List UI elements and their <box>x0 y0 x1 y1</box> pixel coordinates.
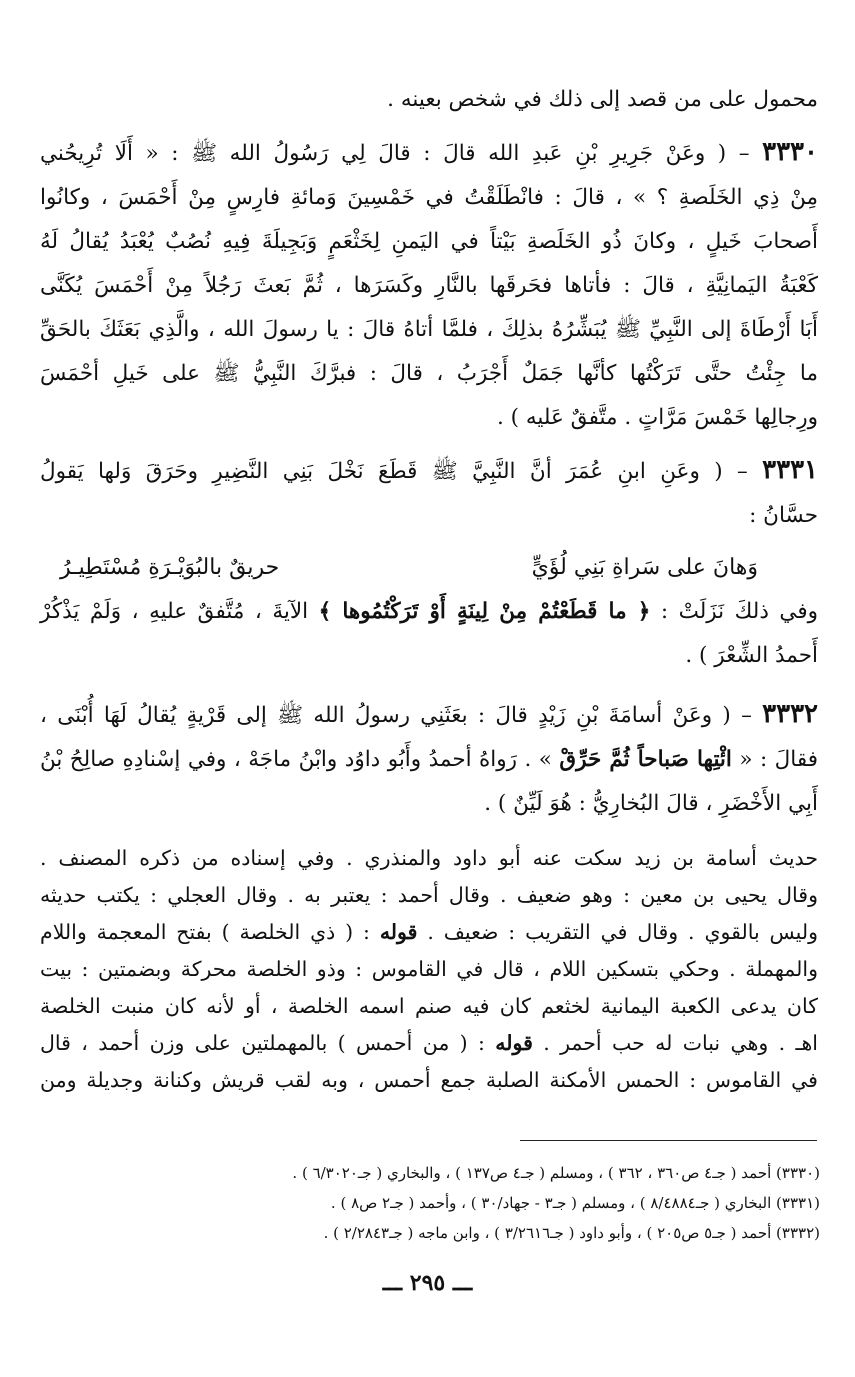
hadith-3332 <box>40 692 818 826</box>
hadith-3332-line-2: فقالَ : « ائْتِها صَباحاً ثُمَّ حَرِّقْ » . رَواهُ أحمدُ وأَبُو داوُد وابْنُ ماجَهْ ، وفي إسْنادِهِ صالِحُ بْنُ <box>40 747 818 772</box>
hadith-3330-line-1: ٣٣٣٠ – ( وعَنْ جَرِيرِ بْنِ عَبدِ الله قالَ : قالَ لِي رَسُولُ الله ﷺ : « أَلَا تُرِيحُني <box>40 137 818 167</box>
hadith-3332-line-1: ٣٣٣٢ – ( وعَنْ أسامَةَ بْنِ زَيْدٍ قالَ : بعَثَنِي رسولُ الله ﷺ إلى قَرْيةٍ يُقالُ لَهَا أُبْنَى ، <box>40 699 818 729</box>
hadith-3330-line-7: ورِجالِها خَمْسَ مَرَّاتٍ . متَّفقٌ عَليه ) . <box>496 405 818 430</box>
hadith-number: ٣٣٣٠ <box>762 137 818 167</box>
poem-hemistich-right: وَهانَ على سَراةِ بَنِي لُؤَيٍّ <box>531 555 758 580</box>
hadith-3331 <box>40 448 818 678</box>
quran-quote: ﴿ ما قَطَعْتُمْ مِنْ لِينَةٍ أَوْ تَرَكْتُمُوها ﴾ <box>318 599 651 624</box>
hadith-number: ٣٣٣٢ <box>762 699 818 729</box>
hadith-3331-line-4: أَحمدُ الشِّعْرَ ) . <box>685 643 818 668</box>
page-number: ـــ ٢٩٥ ـــ <box>382 1270 473 1296</box>
footnotes <box>115 1158 820 1248</box>
hadith-3330-line-5: أَبَا أَرْطَاةَ إلى النَّبِيِّ ﷺ يُبَشِّرُهُ بذلِكَ ، فلمَّا أتاهُ قالَ : يا رسولَ الله ، والَّذِي بَعَثَكَ بالحَقِّ <box>40 317 818 342</box>
intro-line: محمول على من قصد إلى ذلك في شخص بعينه . <box>387 87 818 112</box>
hadith-3331-line-2: حسَّانُ : <box>749 503 818 528</box>
page-body <box>40 78 818 1099</box>
prophet-quote: ائْتِها صَباحاً ثُمَّ حَرِّقْ <box>559 747 732 772</box>
hadith-3330-line-3: أَصحابَ خَيلٍ ، وكانَ ذُو الخَلَصةِ بَيْتاً في اليَمنِ لِخَثْعَمٍ وَبَجِيلَةَ فِيهِ نُصُبٌ يُعْبَدُ يُقالُ لَهُ <box>40 229 818 254</box>
hadith-3330-line-2: مِنْ ذِي الخَلَصةِ ؟ » ، قالَ : فانْطَلَقْتُ في خَمْسِينَ وَمائةِ فارِسٍ مِنْ أَحْمَسَ ، وكانُوا <box>40 185 818 210</box>
poem-hemistich-left: حريقٌ بالبُوَيْـرَةِ مُسْتَطِيـرُ <box>60 555 280 580</box>
commentary-line-7: في القاموس : الحمس الأمكنة الصلبة جمع أحمس ، وبه لقب قريش وكنانة وجديلة ومن <box>40 1068 818 1092</box>
hadith-3332-line-3: أَبِي الأَخْضَرِ ، قالَ البُخارِيُّ : هُوَ لَيِّنٌ ) . <box>484 791 818 816</box>
commentary-line-3: وليس بالقوي . وقال في التقريب : ضعيف . قوله : ( ذي الخلصة ) بفتح المعجمة واللام <box>40 920 818 944</box>
footnote-3330: (٣٣٣٠) أحمد ( جـ٤ ص٣٦٠ ، ٣٦٢ ) ، ومسلم ( جـ٤ ص١٣٧ ) ، والبخاري ( جـ٦/٣٠٢٠ ) . <box>292 1164 820 1182</box>
footnote-3331: (٣٣٣١) البخاري ( جـ٨/٤٨٨٤ ) ، ومسلم ( جـ٣ - جهاد/٣٠ ) ، وأحمد ( جـ٢ ص٨ ) . <box>330 1194 820 1212</box>
commentary-line-4: والمهملة . وحكي بتسكين اللام ، قال في القاموس : وذو الخلصة محركة وبضمتين : بيت <box>40 957 818 981</box>
footnote-3332: (٣٣٣٢) أحمد ( جـ٥ ص٢٠٥ ) ، وأبو داود ( جـ٣/٢٦١٦ ) ، وابن ماجه ( جـ٢/٢٨٤٣ ) . <box>323 1224 820 1242</box>
hadith-3331-line-1: ٣٣٣١ – ( وعَنِ ابنِ عُمَرَ أنَّ النَّبِيَّ ﷺ قَطَعَ نَخْلَ بَنِي النَّضِيرِ وحَرَقَ وَلها يَقولُ <box>40 455 818 485</box>
commentary <box>40 840 818 1099</box>
commentary-line-5: كان يدعى الكعبة اليمانية لخثعم كان فيه صنم اسمه الخلصة ، أو لأنه كان منبت الخلصة <box>40 994 818 1018</box>
footnote-divider <box>520 1140 817 1141</box>
commentary-line-1: حديث أسامة بن زيد سكت عنه أبو داود والمنذري . وفي إسناده من ذكره المصنف . <box>40 846 818 870</box>
hadith-3330-line-6: ما جِئْتُ حتَّى تَرَكْتُها كأنَّها جَمَلٌ أَجْرَبُ ، قالَ : فبرَّكَ النَّبِيُّ ﷺ على خَيلِ أحْمَسَ <box>40 361 818 386</box>
hadith-3330 <box>40 130 818 440</box>
hadith-3331-line-3: وفي ذلكَ نَزَلَتْ : ﴿ ما قَطَعْتُمْ مِنْ لِينَةٍ أَوْ تَرَكْتُمُوها ﴾ الآيةَ ، مُتَّفقٌ عليهِ ، وَلَمْ يَذْكُرْ <box>40 599 818 624</box>
hadith-3330-line-4: كَعْبَةُ اليَمانِيَّةِ ، قالَ : فأتاها فحَرقَها بالنَّارِ وكَسَرَها ، ثُمَّ بَعثَ رَجُلاً مِنْ أَحْمَسَ يُكَنَّى <box>40 273 818 298</box>
commentary-line-6: اهـ . وهي نبات له حب أحمر . قوله : ( من أحمس ) بالمهملتين على وزن أحمد ، قال <box>40 1031 818 1055</box>
poem-verse <box>40 546 818 590</box>
commentary-line-2: وقال يحيى بن معين : وهو ضعيف . وقال أحمد : يعتبر به . وقال العجلي : يكتب حديثه <box>40 883 818 907</box>
hadith-number: ٣٣٣١ <box>762 455 818 485</box>
